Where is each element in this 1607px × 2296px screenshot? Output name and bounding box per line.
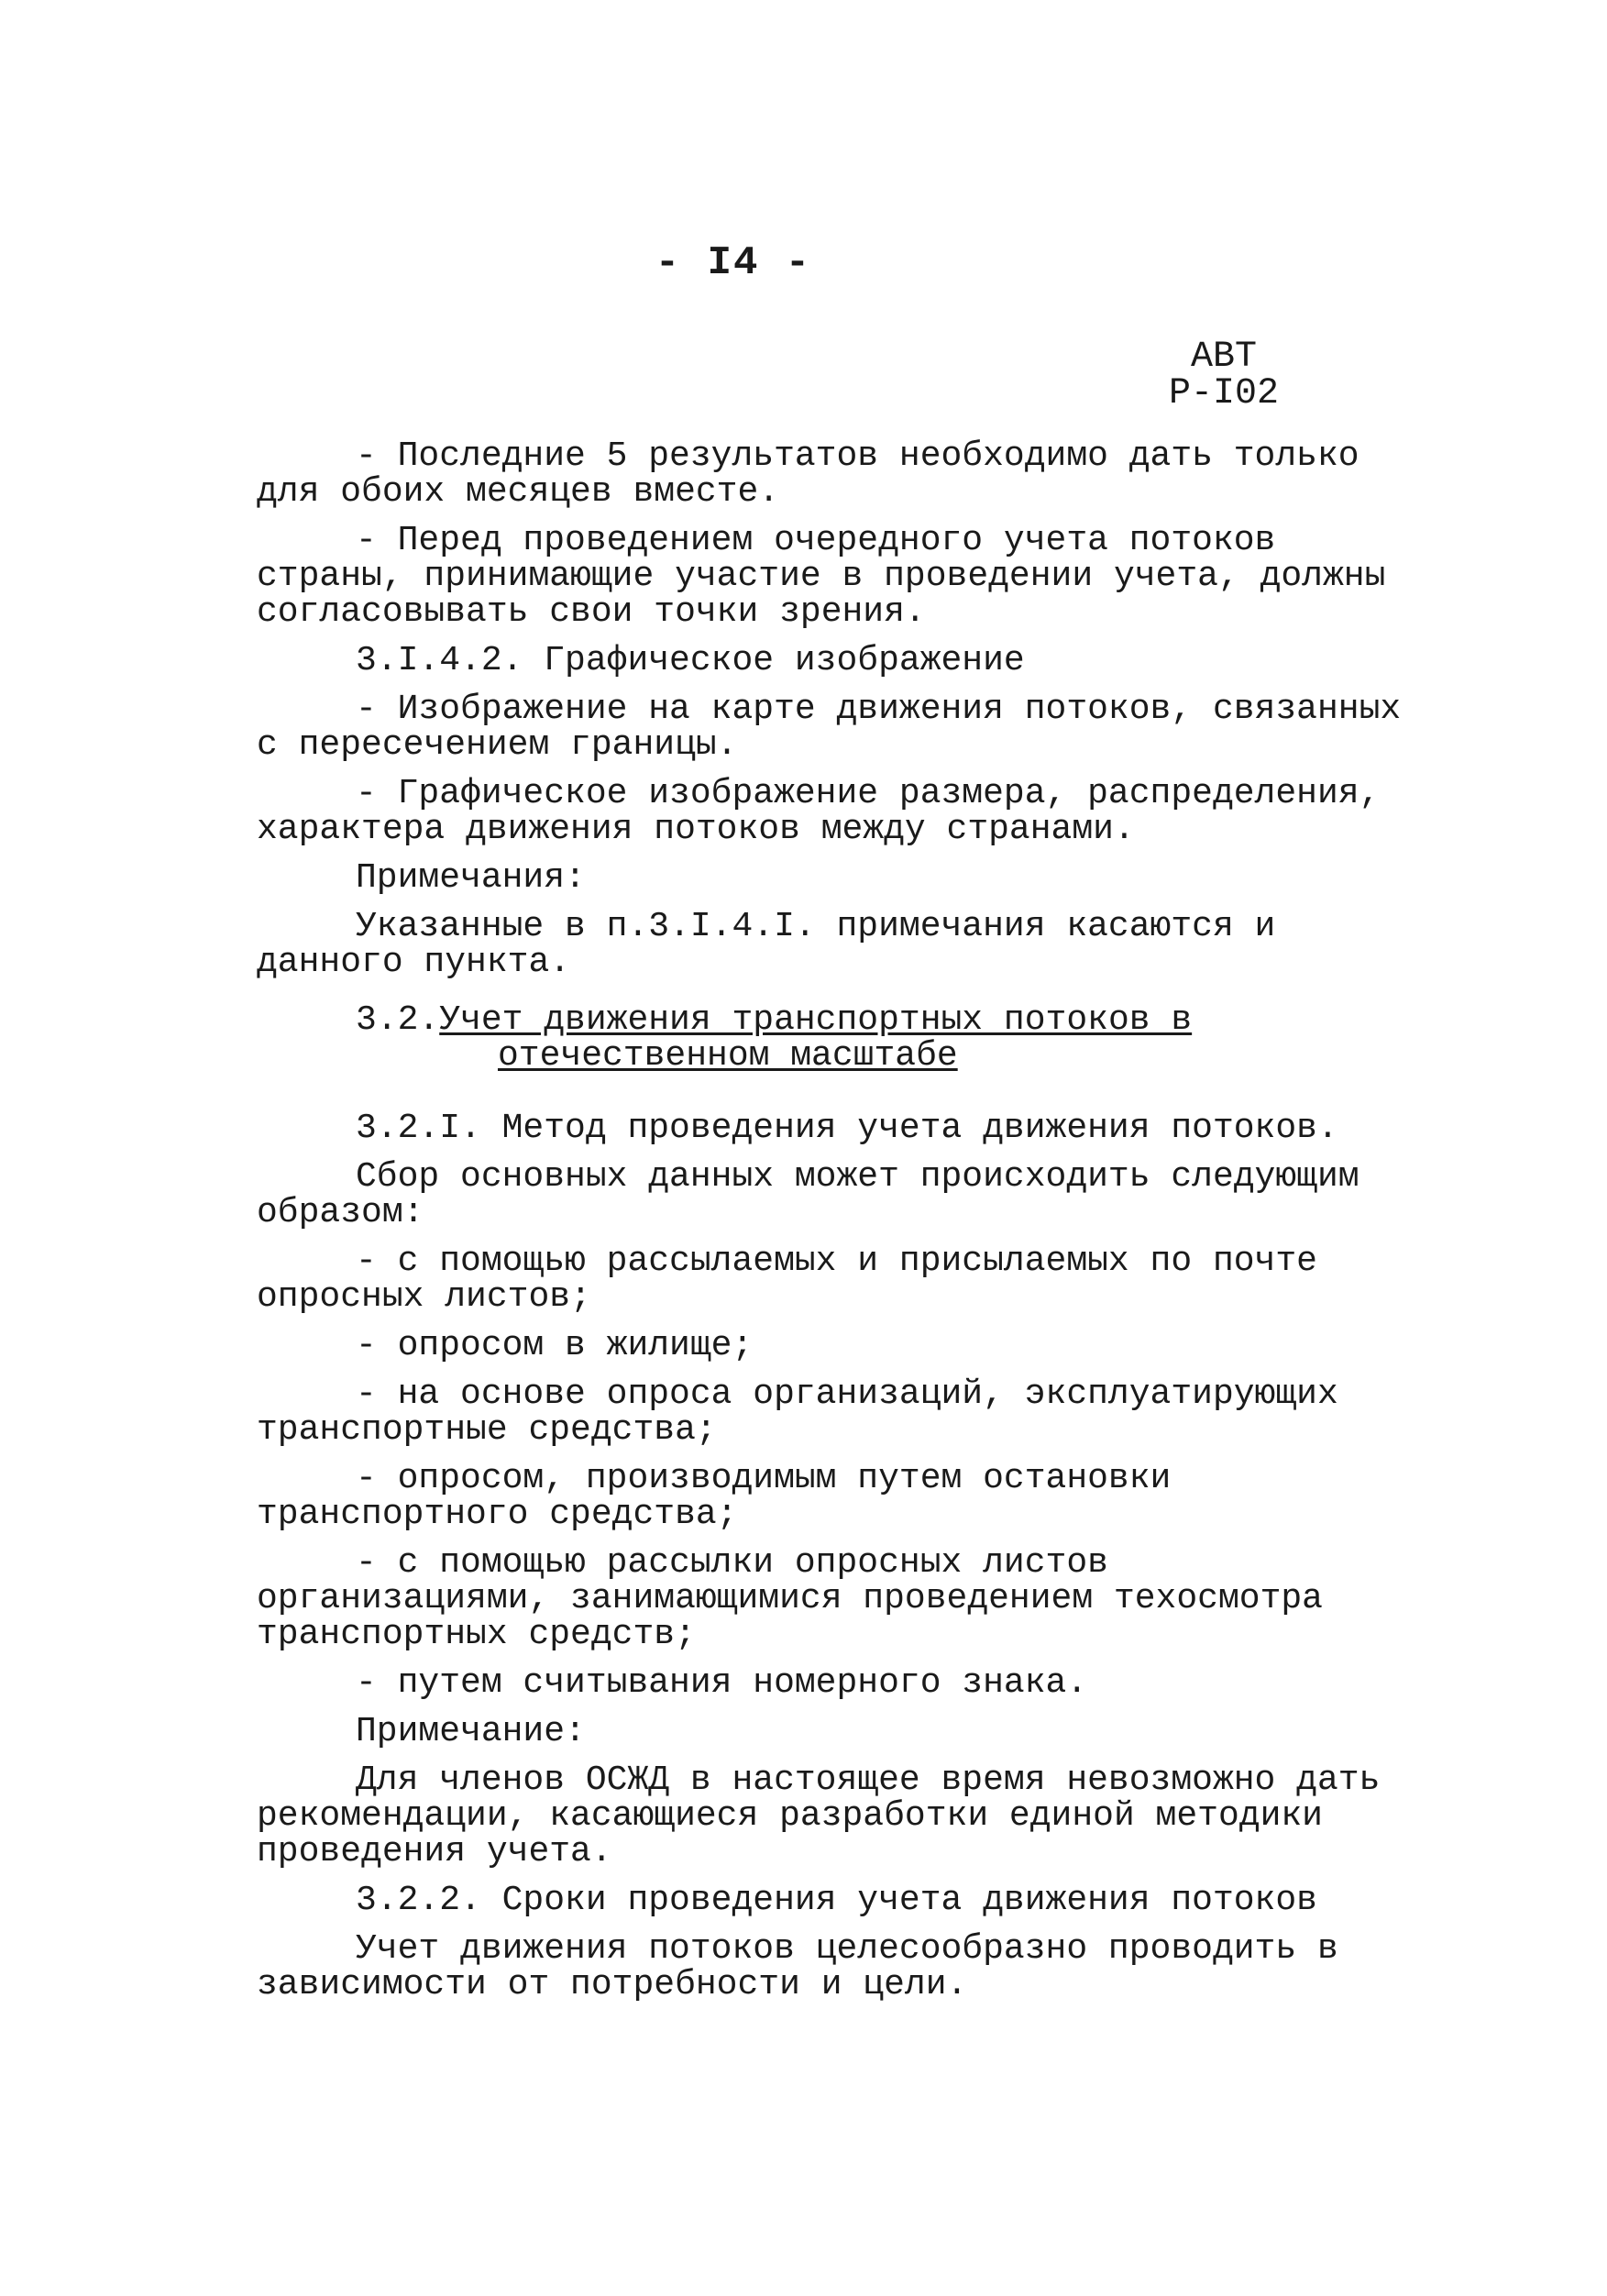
paragraph: - Последние 5 результатов необходимо дать только для обоих месяцев вместе. (257, 436, 1359, 512)
paragraph: - Графическое изображение размера, распределения, характера движения потоков между странами. (257, 774, 1381, 849)
paragraph: Для членов ОСЖД в настоящее время невозможно дать рекомендации, касающиеся разработки единой методики проведения учета. (257, 1761, 1381, 1871)
section-heading-number: 3.2. (356, 1000, 440, 1040)
section-heading-title-part2: отечественном масштабе (498, 1036, 958, 1076)
subsection-heading: 3.2.2. Сроки проведения учета движения потоков (356, 1881, 1317, 1920)
list-item: - с помощью рассылаемых и присылаемых по почте опросных листов; (257, 1242, 1317, 1317)
list-item: - с помощью рассылки опросных листов организациями, занимающимися проведением техосмотра транспортных средств; (257, 1543, 1323, 1654)
list-item: - опросом, производимым путем остановки транспортного средства; (257, 1459, 1172, 1534)
section-heading-line2 (356, 1038, 1403, 1074)
paragraph: - Изображение на карте движения потоков, связанных с пересечением границы. (257, 690, 1402, 765)
section-heading-title-part1: Учет движения транспортных потоков в (439, 1000, 1193, 1040)
paragraph: Сбор основных данных может происходить следующим образом: (257, 1157, 1359, 1232)
note-label: Примечание: (356, 1712, 586, 1751)
page-number: - I4 - (655, 240, 812, 286)
document-code-line1: АВТ (1190, 337, 1257, 378)
paragraph: Указанные в п.3.I.4.I. примечания касаются и данного пункта. (257, 907, 1276, 982)
document-body (257, 438, 1403, 2012)
paragraph: - Перед проведением очередного учета потоков страны, принимающие участие в проведении учета, должны согласовывать свои точки зрения. (257, 521, 1386, 632)
list-item: - путем считывания номерного знака. (356, 1663, 1088, 1703)
document-code-line2: Р-I02 (1168, 373, 1280, 414)
list-item: - на основе опроса организаций, эксплуатирующих транспортные средства; (257, 1374, 1338, 1450)
section-heading-line1 (356, 1002, 1403, 1038)
subsection-heading: 3.I.4.2. Графическое изображение (356, 641, 1025, 680)
paragraph: Учет движения потоков целесообразно проводить в зависимости от потребности и цели. (257, 1929, 1338, 2004)
note-label: Примечания: (356, 858, 586, 898)
subsection-heading: 3.2.I. Метод проведения учета движения потоков. (356, 1109, 1338, 1148)
section-heading (356, 1002, 1403, 1074)
list-item: - опросом в жилище; (356, 1326, 754, 1365)
document-code (1160, 339, 1288, 413)
